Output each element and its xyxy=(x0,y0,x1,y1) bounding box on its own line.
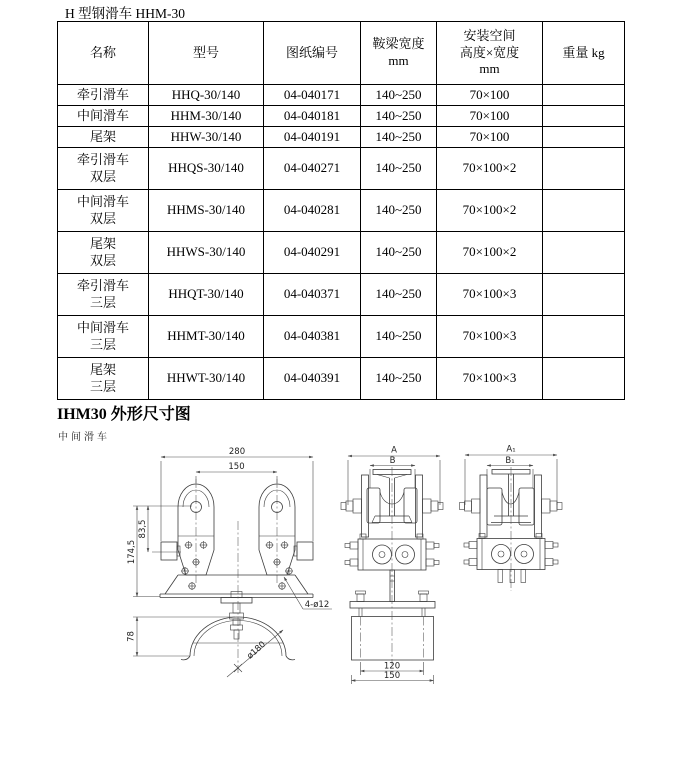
section-heading: IHM30 外形尺寸图 xyxy=(57,406,191,423)
cell-name xyxy=(58,358,149,400)
col-header-model: 型号 xyxy=(149,22,264,85)
cell-name-line2: 三层 xyxy=(89,294,116,310)
col-header-install-space-line2: 高度×宽度 xyxy=(459,44,520,60)
cell-name-line2: 双层 xyxy=(89,252,116,268)
col-header-name: 名称 xyxy=(58,22,149,85)
cell-beam-width: 140~250 xyxy=(361,85,437,106)
dim-label-B1: B₁ xyxy=(505,456,515,466)
cell-model: HHMS-30/140 xyxy=(149,190,264,232)
table-row xyxy=(58,232,625,274)
col-header-install-space-line3: mm xyxy=(479,61,500,77)
front-right-knurl-knob xyxy=(297,542,313,560)
cell-install-space: 70×100 xyxy=(437,127,543,148)
front-left-knurl-knob xyxy=(161,542,177,560)
dim-label-120: 120 xyxy=(383,661,401,672)
front-right-plate xyxy=(259,479,295,583)
dim-label-o180: ø180 xyxy=(245,639,268,662)
front-saddle-dome xyxy=(181,521,295,677)
cell-name-line2: 三层 xyxy=(89,378,116,394)
cell-install-space: 70×100 xyxy=(437,85,543,106)
table-row xyxy=(58,190,625,232)
cell-model: HHQS-30/140 xyxy=(149,148,264,190)
cell-name-line1: 牵引滑车 xyxy=(76,277,129,293)
table-row xyxy=(58,316,625,358)
cell-name xyxy=(58,316,149,358)
cell-weight xyxy=(543,106,625,127)
cell-name-line1: 中间滑车 xyxy=(76,193,129,209)
dim-label-B: B xyxy=(389,456,396,466)
cell-weight xyxy=(543,358,625,400)
dim-label-A1: A₁ xyxy=(506,444,516,455)
cell-install-space: 70×100×3 xyxy=(437,274,543,316)
table-row xyxy=(58,358,625,400)
front-body-bracket xyxy=(160,567,313,598)
cell-model: HHQT-30/140 xyxy=(149,274,264,316)
cell-drawing-no: 04-040271 xyxy=(264,148,361,190)
front-left-plate xyxy=(178,479,214,583)
cell-drawing-no: 04-040181 xyxy=(264,106,361,127)
cell-name-line2: 双层 xyxy=(89,168,116,184)
cell-name-line1: 牵引滑车 xyxy=(76,151,129,167)
cell-name xyxy=(58,127,149,148)
col-header-install-space xyxy=(437,22,543,85)
side-view xyxy=(341,446,443,685)
cell-drawing-no: 04-040281 xyxy=(264,190,361,232)
cell-name-line1: 中间滑车 xyxy=(76,107,129,123)
cell-beam-width: 140~250 xyxy=(361,274,437,316)
cell-drawing-no: 04-040391 xyxy=(264,358,361,400)
cell-name-line1: 尾架 xyxy=(89,235,116,251)
cell-weight xyxy=(543,232,625,274)
cell-weight xyxy=(543,85,625,106)
front-view xyxy=(127,447,333,677)
cell-name xyxy=(58,190,149,232)
table-row xyxy=(58,106,625,127)
dim-label-150-base: 150 xyxy=(383,671,401,681)
cell-model: HHM-30/140 xyxy=(149,106,264,127)
cell-weight xyxy=(543,148,625,190)
cell-name-line1: 牵引滑车 xyxy=(76,86,129,102)
cell-name-line1: 尾架 xyxy=(89,128,116,144)
cell-name xyxy=(58,274,149,316)
table-row xyxy=(58,85,625,106)
cell-beam-width: 140~250 xyxy=(361,106,437,127)
cell-model: HHWS-30/140 xyxy=(149,232,264,274)
cell-beam-width: 140~250 xyxy=(361,316,437,358)
dim-label-280: 280 xyxy=(228,447,246,457)
cell-name-line2: 三层 xyxy=(89,336,116,352)
dimension-drawing xyxy=(55,425,685,715)
cell-beam-width: 140~250 xyxy=(361,148,437,190)
dim-label-83-5: 83,5 xyxy=(138,519,148,539)
cell-install-space: 70×100×3 xyxy=(437,358,543,400)
cell-beam-width: 140~250 xyxy=(361,127,437,148)
cell-beam-width: 140~250 xyxy=(361,232,437,274)
cell-name xyxy=(58,148,149,190)
side-view-2 xyxy=(460,445,563,592)
cell-name-line2: 双层 xyxy=(89,210,116,226)
cell-weight xyxy=(543,190,625,232)
spec-table xyxy=(57,21,625,400)
dim-label-4-o12: 4-ø12 xyxy=(304,600,330,610)
cell-install-space: 70×100×2 xyxy=(437,148,543,190)
cell-drawing-no: 04-040381 xyxy=(264,316,361,358)
cell-name-line1: 中间滑车 xyxy=(76,319,129,335)
cell-install-space: 70×100 xyxy=(437,106,543,127)
front-hanger-bolt xyxy=(221,592,252,640)
cell-name-line1: 尾架 xyxy=(89,361,116,377)
drawing-sublabel: 中间滑车 xyxy=(58,432,110,443)
dim-label-78: 78 xyxy=(126,631,137,642)
cell-beam-width: 140~250 xyxy=(361,358,437,400)
dim-label-A: A xyxy=(391,445,397,456)
side2-clamp xyxy=(464,467,558,591)
cell-weight xyxy=(543,274,625,316)
cell-model: HHMT-30/140 xyxy=(149,316,264,358)
table-header-row xyxy=(58,22,625,85)
dim-label-174-5: 174,5 xyxy=(127,539,137,565)
col-header-beam-width-line1: 鞍梁宽度 xyxy=(372,36,425,52)
cell-model: HHQ-30/140 xyxy=(149,85,264,106)
dim-label-150: 150 xyxy=(228,462,245,472)
cell-drawing-no: 04-040371 xyxy=(264,274,361,316)
col-header-beam-width xyxy=(361,22,437,85)
cell-weight xyxy=(543,127,625,148)
document-title: H 型钢滑车 HHM-30 xyxy=(65,6,185,21)
col-header-install-space-line1: 安装空间 xyxy=(463,27,516,43)
cell-drawing-no: 04-040191 xyxy=(264,127,361,148)
cell-beam-width: 140~250 xyxy=(361,190,437,232)
cell-name xyxy=(58,232,149,274)
cell-drawing-no: 04-040171 xyxy=(264,85,361,106)
col-header-drawing-no: 图纸编号 xyxy=(264,22,361,85)
cell-model: HHWT-30/140 xyxy=(149,358,264,400)
cell-model: HHW-30/140 xyxy=(149,127,264,148)
cell-install-space: 70×100×2 xyxy=(437,190,543,232)
col-header-weight: 重量 kg xyxy=(543,22,625,85)
table-row xyxy=(58,148,625,190)
cell-install-space: 70×100×3 xyxy=(437,316,543,358)
cell-weight xyxy=(543,316,625,358)
cell-drawing-no: 04-040291 xyxy=(264,232,361,274)
cell-name xyxy=(58,85,149,106)
cell-name xyxy=(58,106,149,127)
table-row xyxy=(58,274,625,316)
table-row xyxy=(58,127,625,148)
col-header-beam-width-line2: mm xyxy=(388,53,409,68)
cell-install-space: 70×100×2 xyxy=(437,232,543,274)
